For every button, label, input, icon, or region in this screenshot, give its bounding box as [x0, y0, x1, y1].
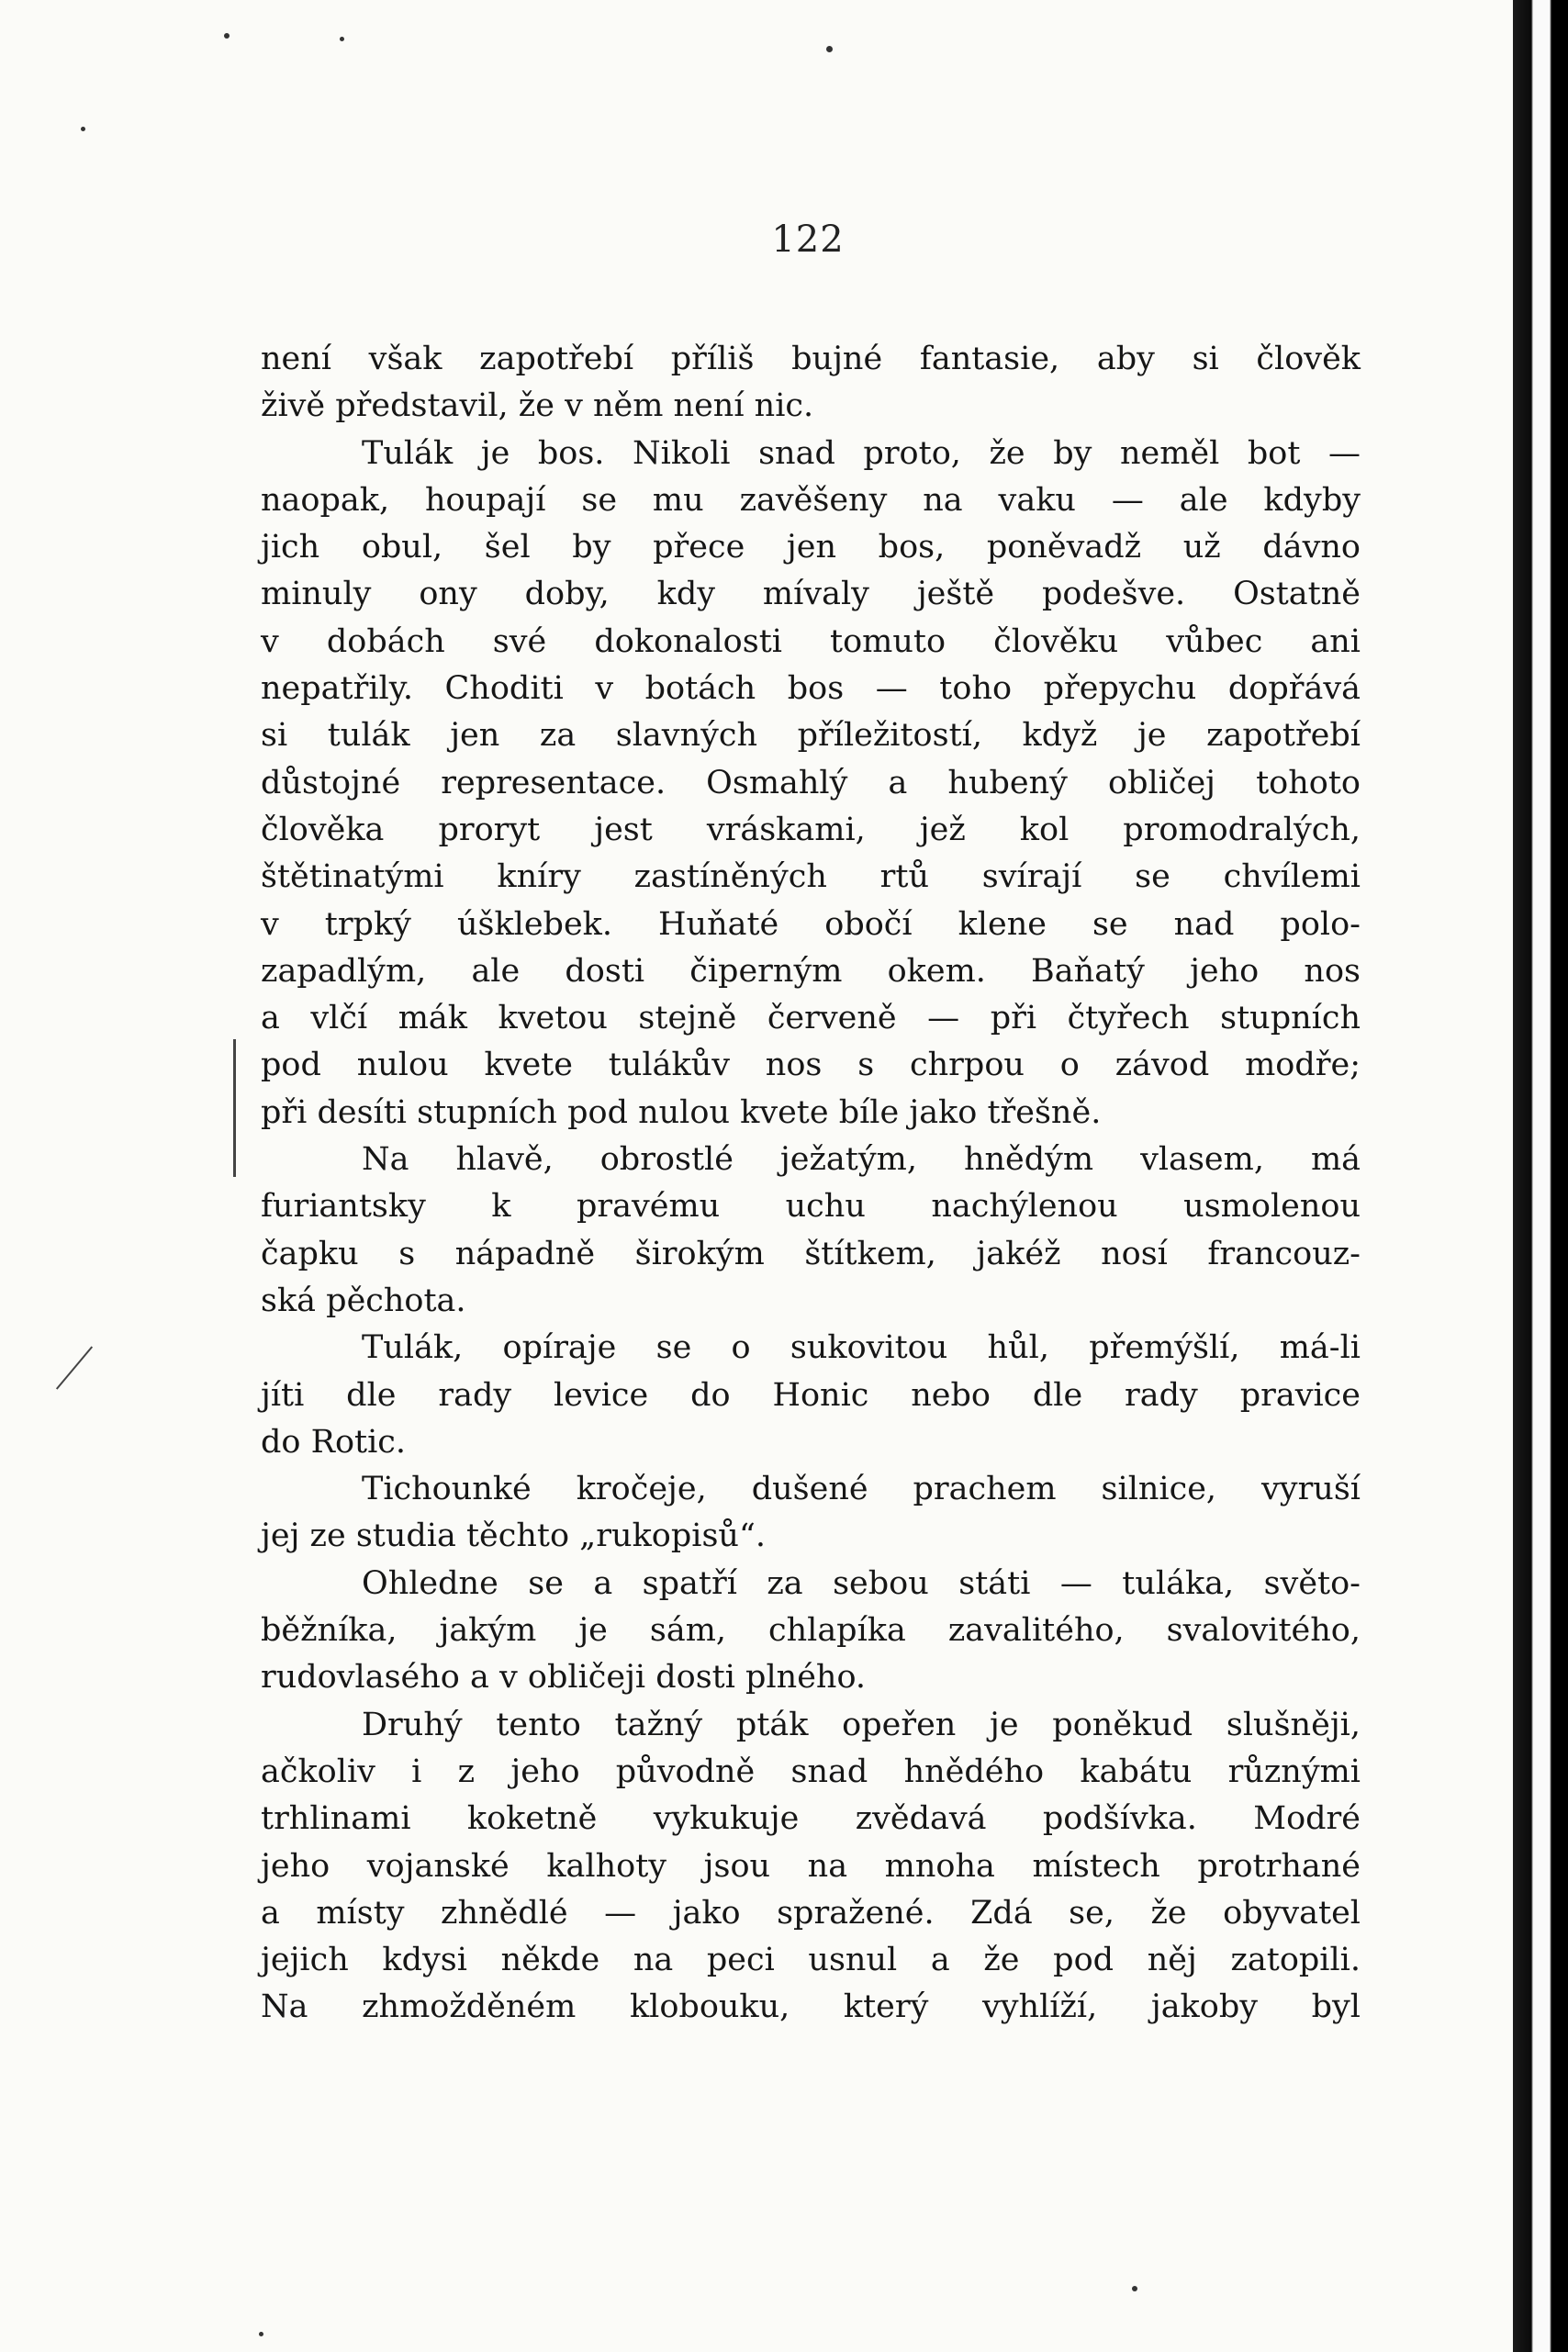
text-line: při desíti stupních pod nulou kvete bíle jako třešně. — [261, 1093, 1102, 1131]
text-line: čapku s nápadně širokým štítkem, jakéž nosí francouz- — [261, 1235, 1361, 1272]
text-line: jejich kdysi někde na peci usnul a že pod něj zatopili. — [261, 1942, 1361, 1979]
text-line: nepatřily. Choditi v botách bos — toho přepychu dopřává — [261, 670, 1361, 708]
text-line: rudovlasého a v obličeji dosti plného. — [261, 1659, 867, 1697]
text-line: jíti dle rady levice do Honic nebo dle rady pravice — [261, 1376, 1361, 1414]
scan-speck — [826, 46, 833, 52]
text-line: jich obul, šel by přece jen bos, poněvadž už dávno — [261, 529, 1361, 566]
page-number: 122 — [771, 218, 845, 261]
text-line: živě představil, že v něm není nic. — [261, 387, 814, 425]
scan-speck — [224, 33, 230, 39]
scan-speck — [81, 127, 85, 131]
text-line: Ohledne se a spatří za sebou státi — tuláka, světo- — [362, 1564, 1361, 1602]
text-line: trhlinami koketně vykukuje zvědavá podšívka. Modré — [261, 1800, 1361, 1838]
text-line: a vlčí mák kvetou stejně červeně — při čtyřech stupních — [261, 1000, 1361, 1037]
text-line: do Rotic. — [261, 1423, 407, 1461]
text-line: Na hlavě, obrostlé ježatým, hnědým vlasem, má — [362, 1141, 1361, 1179]
text-line: naopak, houpají se mu zavěšeny na vaku — ale kdyby — [261, 481, 1361, 519]
text-line: ačkoliv i z jeho původně snad hnědého kabátu různými — [261, 1753, 1361, 1790]
margin-pencil-mark — [56, 1346, 93, 1389]
text-line: Tulák je bos. Nikoli snad proto, že by neměl bot — — [362, 434, 1361, 472]
text-line: a místy zhnědlé — jako spražené. Zdá se, že obyvatel — [261, 1894, 1361, 1932]
text-line: důstojné representace. Osmahlý a hubený obličej tohoto — [261, 764, 1361, 801]
text-line: není však zapotřebí příliš bujné fantasie, aby si člověk — [261, 341, 1361, 377]
text-line: člověka proryt jest vráskami, jež kol promodralých, — [261, 811, 1361, 848]
margin-pencil-mark — [233, 1039, 236, 1177]
text-line: ská pěchota. — [261, 1282, 466, 1319]
text-line: Tulák, opíraje se o sukovitou hůl, přemýšlí, má-li — [362, 1329, 1361, 1367]
scan-speck — [259, 2332, 263, 2336]
text-line: jej ze studia těchto „rukopisů“. — [261, 1518, 766, 1555]
text-line: běžníka, jakým je sám, chlapíka zavalitého, svalovitého, — [261, 1612, 1361, 1650]
text-line: jeho vojanské kalhoty jsou na mnoha místech protrhané — [261, 1847, 1361, 1885]
text-line: pod nulou kvete tulákův nos s chrpou o závod modře; — [261, 1047, 1361, 1084]
scan-speck — [1132, 2286, 1137, 2291]
text-line: furiantsky k pravému uchu nachýlenou usmolenou — [261, 1188, 1361, 1226]
text-line: štětinatými kníry zastíněných rtů svírají se chvílemi — [261, 858, 1361, 896]
text-line: Tichounké kročeje, dušené prachem silnice, vyruší — [362, 1471, 1361, 1508]
text-line: v dobách své dokonalosti tomuto člověku vůbec ani — [261, 622, 1361, 660]
text-line: Druhý tento tažný pták opeřen je poněkud slušněji, — [362, 1706, 1361, 1743]
text-line: zapadlým, ale dosti čiperným okem. Baňatý jeho nos — [261, 952, 1361, 990]
scan-speck — [340, 37, 344, 41]
text-line: minuly ony doby, kdy mívaly ještě podešve. Ostatně — [261, 576, 1361, 613]
text-line: v trpký úšklebek. Huňaté obočí klene se nad polo- — [261, 905, 1361, 943]
body-text — [261, 336, 1361, 2032]
scan-right-edge — [1513, 0, 1568, 2352]
text-line: Na zhmožděném klobouku, který vyhlíží, jakoby byl — [261, 1988, 1361, 2026]
text-line: si tulák jen za slavných příležitostí, když je zapotřebí — [261, 717, 1361, 755]
